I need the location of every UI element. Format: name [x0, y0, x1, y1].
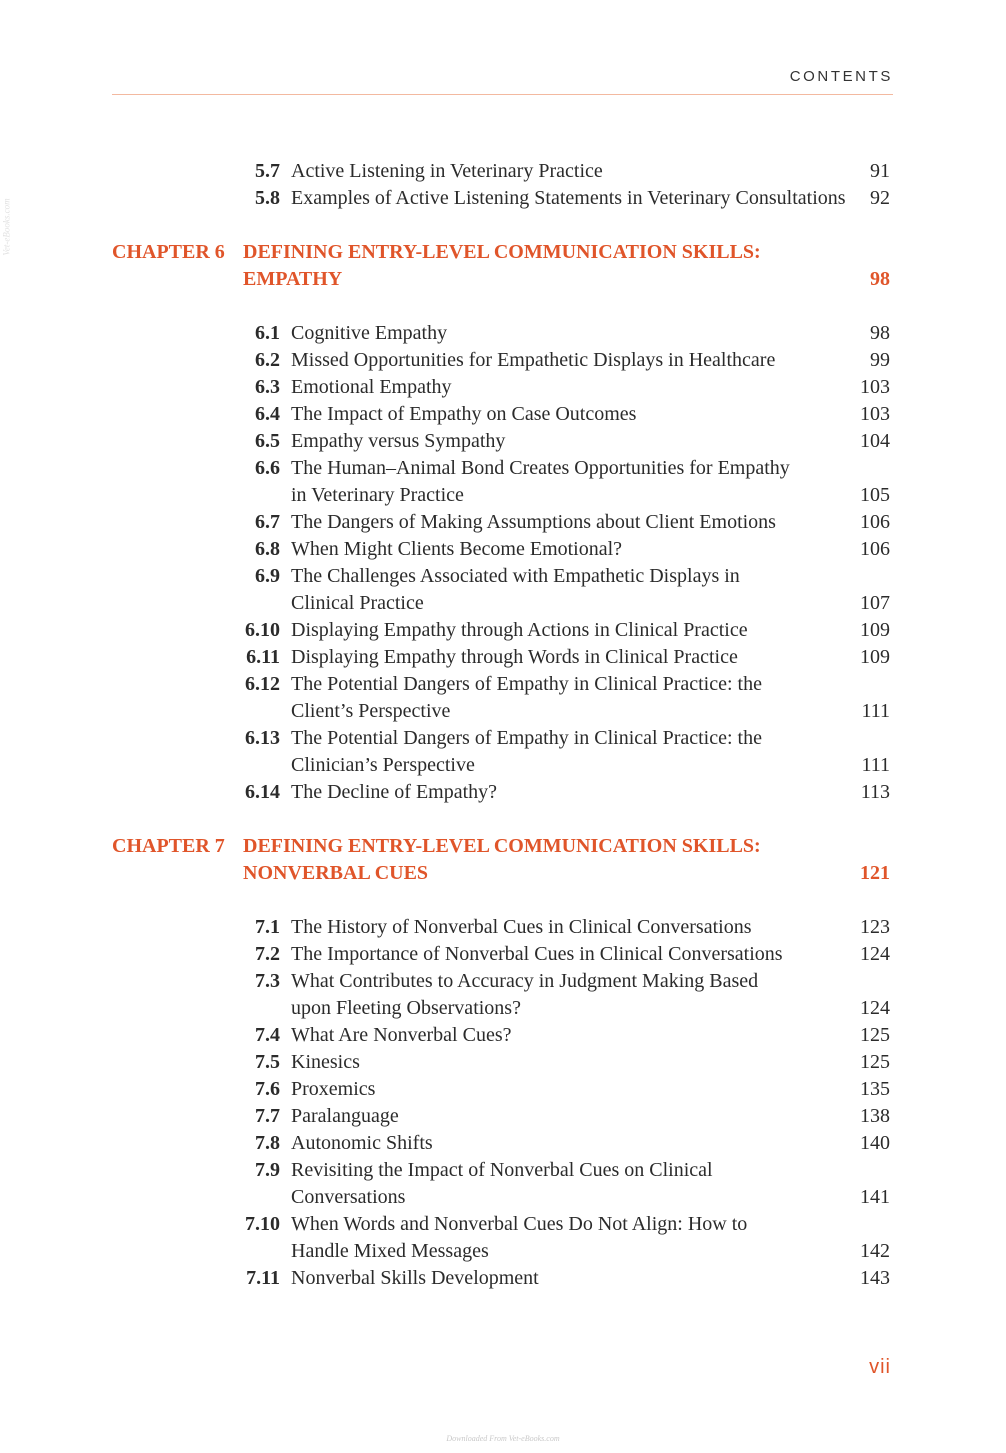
- toc-entry[interactable]: [0, 671, 1006, 698]
- chapter-title-line: DEFINING ENTRY-LEVEL COMMUNICATION SKILLS:: [243, 241, 761, 263]
- section-number: 5.7: [255, 160, 280, 182]
- chapter-page-number: 121: [860, 862, 890, 884]
- section-number: 6.5: [255, 430, 280, 452]
- section-title: upon Fleeting Observations?: [291, 997, 521, 1019]
- section-title: Handle Mixed Messages: [291, 1240, 489, 1262]
- toc-entry-continuation[interactable]: [0, 482, 1006, 509]
- toc-entry[interactable]: [0, 158, 1006, 185]
- section-page-number: 124: [860, 997, 890, 1019]
- toc-entry[interactable]: [0, 1103, 1006, 1130]
- section-number: 6.14: [245, 781, 280, 803]
- section-title: Revisiting the Impact of Nonverbal Cues on Clinical: [291, 1159, 713, 1181]
- section-title: The Human–Animal Bond Creates Opportunities for Empathy: [291, 457, 790, 479]
- running-header: CONTENTS: [789, 68, 893, 85]
- section-page-number: 111: [861, 754, 890, 776]
- toc-entry[interactable]: [0, 563, 1006, 590]
- toc-entry[interactable]: [0, 536, 1006, 563]
- section-page-number: 104: [860, 430, 890, 452]
- section-page-number: 109: [860, 646, 890, 668]
- section-page-number: 106: [860, 511, 890, 533]
- chapter-title-line: DEFINING ENTRY-LEVEL COMMUNICATION SKILLS:: [243, 835, 761, 857]
- section-page-number: 91: [870, 160, 890, 182]
- section-number: 6.1: [255, 322, 280, 344]
- section-page-number: 143: [860, 1267, 890, 1289]
- section-title: The Impact of Empathy on Case Outcomes: [291, 403, 637, 425]
- section-title: Emotional Empathy: [291, 376, 452, 398]
- section-page-number: 99: [870, 349, 890, 371]
- toc-entry[interactable]: [0, 455, 1006, 482]
- toc-entry[interactable]: [0, 1130, 1006, 1157]
- section-page-number: 138: [860, 1105, 890, 1127]
- section-title: Client’s Perspective: [291, 700, 451, 722]
- section-number: 5.8: [255, 187, 280, 209]
- section-number: 7.11: [246, 1267, 280, 1289]
- section-title: When Words and Nonverbal Cues Do Not Align: How to: [291, 1213, 748, 1235]
- section-number: 6.4: [255, 403, 280, 425]
- chapter-title-line: NONVERBAL CUES: [243, 862, 429, 884]
- section-number: 7.3: [255, 970, 280, 992]
- section-number: 7.7: [255, 1105, 280, 1127]
- section-title: Active Listening in Veterinary Practice: [291, 160, 603, 182]
- section-number: 7.6: [255, 1078, 280, 1100]
- section-number: 6.6: [255, 457, 280, 479]
- chapter-label: CHAPTER 7: [112, 835, 225, 857]
- section-number: 6.2: [255, 349, 280, 371]
- section-number: 6.12: [245, 673, 280, 695]
- section-page-number: 103: [860, 403, 890, 425]
- toc-entry[interactable]: [0, 644, 1006, 671]
- toc-entry[interactable]: [0, 1049, 1006, 1076]
- section-page-number: 135: [860, 1078, 890, 1100]
- section-title: Displaying Empathy through Actions in Clinical Practice: [291, 619, 748, 641]
- toc-entry[interactable]: [0, 617, 1006, 644]
- section-page-number: 109: [860, 619, 890, 641]
- section-number: 7.2: [255, 943, 280, 965]
- section-page-number: 103: [860, 376, 890, 398]
- section-title: What Contributes to Accuracy in Judgment Making Based: [291, 970, 759, 992]
- section-page-number: 141: [860, 1186, 890, 1208]
- toc-entry[interactable]: [0, 941, 1006, 968]
- section-number: 7.8: [255, 1132, 280, 1154]
- toc-entry-continuation[interactable]: [0, 698, 1006, 725]
- section-title: When Might Clients Become Emotional?: [291, 538, 623, 560]
- toc-entry[interactable]: [0, 914, 1006, 941]
- section-title: Clinician’s Perspective: [291, 754, 475, 776]
- section-title: The Potential Dangers of Empathy in Clinical Practice: the: [291, 673, 762, 695]
- section-page-number: 113: [860, 781, 890, 803]
- section-title: The Importance of Nonverbal Cues in Clinical Conversations: [291, 943, 783, 965]
- section-title: Examples of Active Listening Statements in Veterinary Consultations: [291, 187, 846, 209]
- page-number: vii: [869, 1356, 891, 1378]
- section-number: 7.9: [255, 1159, 280, 1181]
- section-number: 7.5: [255, 1051, 280, 1073]
- section-page-number: 140: [860, 1132, 890, 1154]
- section-title: The Dangers of Making Assumptions about Client Emotions: [291, 511, 776, 533]
- section-title: What Are Nonverbal Cues?: [291, 1024, 512, 1046]
- section-number: 7.10: [245, 1213, 280, 1235]
- toc-entry[interactable]: [0, 725, 1006, 752]
- section-title: Nonverbal Skills Development: [291, 1267, 539, 1289]
- section-title: The Potential Dangers of Empathy in Clinical Practice: the: [291, 727, 762, 749]
- section-title: Autonomic Shifts: [291, 1132, 433, 1154]
- section-page-number: 106: [860, 538, 890, 560]
- toc-entry[interactable]: [0, 185, 1006, 212]
- chapter-page-number: 98: [870, 268, 890, 290]
- toc-entry[interactable]: [0, 347, 1006, 374]
- section-number: 6.10: [245, 619, 280, 641]
- toc-entry[interactable]: [0, 401, 1006, 428]
- section-number: 6.13: [245, 727, 280, 749]
- section-number: 6.9: [255, 565, 280, 587]
- footer-watermark: Downloaded From Vet-eBooks.com: [446, 1434, 560, 1443]
- section-page-number: 125: [860, 1024, 890, 1046]
- section-title: Conversations: [291, 1186, 406, 1208]
- section-title: in Veterinary Practice: [291, 484, 464, 506]
- toc-entry[interactable]: [0, 779, 1006, 806]
- section-page-number: 98: [870, 322, 890, 344]
- section-number: 6.3: [255, 376, 280, 398]
- section-title: Cognitive Empathy: [291, 322, 448, 344]
- toc-entry[interactable]: [0, 1022, 1006, 1049]
- toc-entry[interactable]: [0, 374, 1006, 401]
- section-number: 7.1: [255, 916, 280, 938]
- section-page-number: 107: [860, 592, 890, 614]
- section-title: Empathy versus Sympathy: [291, 430, 506, 452]
- section-title: Kinesics: [291, 1051, 360, 1073]
- section-page-number: 105: [860, 484, 890, 506]
- toc-entry-continuation[interactable]: [0, 995, 1006, 1022]
- toc-entry-continuation[interactable]: [0, 752, 1006, 779]
- section-title: Clinical Practice: [291, 592, 424, 614]
- header-rule: [112, 94, 893, 95]
- section-number: 6.8: [255, 538, 280, 560]
- toc-entry[interactable]: [0, 1211, 1006, 1238]
- toc-entry[interactable]: [0, 1157, 1006, 1184]
- section-page-number: 124: [860, 943, 890, 965]
- toc-entry-continuation[interactable]: [0, 1238, 1006, 1265]
- section-number: 6.7: [255, 511, 280, 533]
- section-title: Missed Opportunities for Empathetic Displays in Healthcare: [291, 349, 776, 371]
- section-page-number: 125: [860, 1051, 890, 1073]
- section-page-number: 92: [870, 187, 890, 209]
- toc-entry[interactable]: [0, 320, 1006, 347]
- section-page-number: 123: [860, 916, 890, 938]
- section-title: The Decline of Empathy?: [291, 781, 498, 803]
- section-number: 6.11: [246, 646, 280, 668]
- section-title: Paralanguage: [291, 1105, 399, 1127]
- toc-entry[interactable]: [0, 509, 1006, 536]
- chapter-label: CHAPTER 6: [112, 241, 225, 263]
- section-title: The Challenges Associated with Empathetic Displays in: [291, 565, 740, 587]
- toc-entry-continuation[interactable]: [0, 590, 1006, 617]
- section-title: The History of Nonverbal Cues in Clinical Conversations: [291, 916, 752, 938]
- toc-entry[interactable]: [0, 1076, 1006, 1103]
- section-title: Displaying Empathy through Words in Clinical Practice: [291, 646, 738, 668]
- section-title: Proxemics: [291, 1078, 376, 1100]
- section-page-number: 142: [860, 1240, 890, 1262]
- toc-entry-continuation[interactable]: [0, 1184, 1006, 1211]
- section-page-number: 111: [861, 700, 890, 722]
- toc-entry[interactable]: [0, 1265, 1006, 1292]
- toc-entry[interactable]: [0, 968, 1006, 995]
- section-number: 7.4: [255, 1024, 280, 1046]
- side-watermark: Vet-eBooks.com: [1, 198, 12, 256]
- chapter-title-line: EMPATHY: [243, 268, 343, 290]
- toc-entry[interactable]: [0, 428, 1006, 455]
